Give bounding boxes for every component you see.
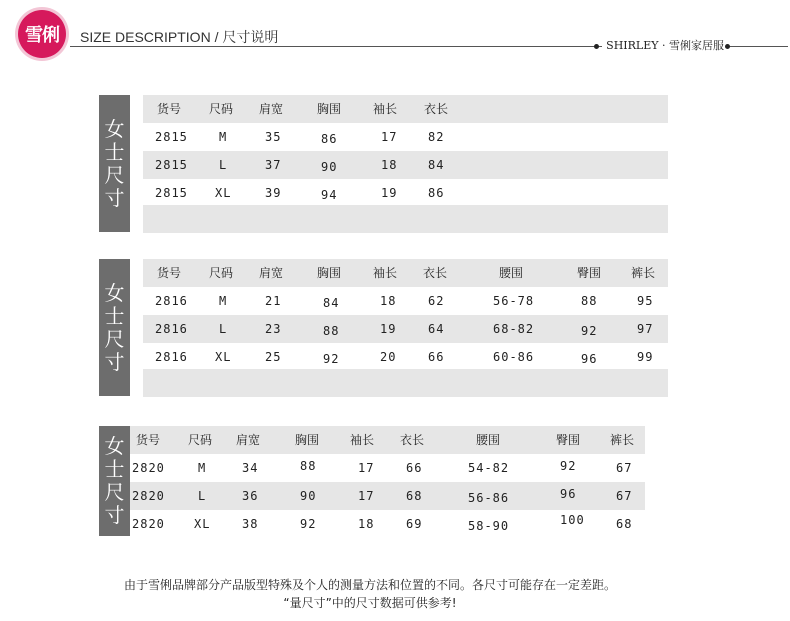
header-cell: 货号 bbox=[157, 266, 182, 280]
table-cell: 68-82 bbox=[493, 322, 535, 336]
table-cell: 38 bbox=[242, 517, 259, 531]
page-title: SIZE DESCRIPTION / 尺寸说明 bbox=[80, 29, 279, 45]
table-cell: 62 bbox=[428, 294, 445, 308]
table-row bbox=[143, 315, 668, 343]
header-cell: 货号 bbox=[157, 102, 182, 116]
table-cell: 88 bbox=[300, 459, 317, 473]
table-row bbox=[143, 123, 668, 151]
table-cell: 2820 bbox=[132, 489, 165, 503]
header-cell: 胸围 bbox=[317, 266, 342, 280]
table-header-row bbox=[143, 95, 668, 123]
table-cell: 2820 bbox=[132, 517, 165, 531]
table-row bbox=[143, 179, 668, 207]
footer-reference-note: “量尺寸”中的尺寸数据可供参考! bbox=[283, 596, 457, 610]
table-3-side-label bbox=[99, 426, 130, 536]
side-char: 女 bbox=[104, 116, 125, 141]
side-char: 士 bbox=[104, 457, 125, 481]
table-cell: 90 bbox=[321, 160, 338, 174]
header-cell: 臀围 bbox=[577, 266, 602, 280]
header-cell: 肩宽 bbox=[236, 433, 261, 447]
table-cell: 23 bbox=[265, 322, 282, 336]
table-cell: 36 bbox=[242, 489, 259, 503]
table-cell: 2816 bbox=[155, 322, 188, 336]
table-2-side-label bbox=[99, 259, 130, 396]
logo-text: 雪俐 bbox=[25, 25, 59, 46]
side-char: 寸 bbox=[104, 503, 125, 527]
table-cell: 21 bbox=[265, 294, 282, 308]
header-cell: 袖长 bbox=[350, 433, 375, 447]
table-cell: 92 bbox=[323, 352, 340, 366]
side-char: 女 bbox=[104, 280, 125, 305]
side-char: 寸 bbox=[104, 185, 125, 210]
header-cell: 尺码 bbox=[188, 433, 213, 447]
table-cell: 54-82 bbox=[468, 461, 510, 475]
table-cell: 92 bbox=[560, 459, 577, 473]
table-cell: 99 bbox=[637, 350, 654, 364]
table-cell: 56-78 bbox=[493, 294, 535, 308]
footer-note: 由于雪俐品牌部分产品版型特殊及个人的测量方法和位置的不同。各尺寸可能存在一定差距。 bbox=[123, 578, 616, 592]
table-row bbox=[130, 454, 645, 482]
brand-dot-left bbox=[594, 44, 599, 49]
brand-dot-right bbox=[725, 44, 730, 49]
table-cell: 35 bbox=[265, 130, 282, 144]
table-cell: 58-90 bbox=[468, 519, 510, 533]
table-cell: M bbox=[219, 130, 228, 144]
side-char: 尺 bbox=[104, 162, 125, 187]
table-cell: 84 bbox=[323, 296, 340, 310]
side-char: 女 bbox=[104, 434, 125, 458]
table-empty-row bbox=[143, 369, 668, 397]
header-cell: 腰围 bbox=[499, 266, 524, 280]
table-cell: 18 bbox=[381, 158, 398, 172]
table-cell: 34 bbox=[242, 461, 259, 475]
table-cell: 25 bbox=[265, 350, 282, 364]
table-cell: 82 bbox=[428, 130, 445, 144]
table-cell: L bbox=[219, 158, 228, 172]
table-cell: 67 bbox=[616, 461, 633, 475]
header-cell: 腰围 bbox=[476, 433, 501, 447]
table-cell: XL bbox=[215, 186, 232, 200]
table-row bbox=[143, 287, 668, 315]
table-cell: 84 bbox=[428, 158, 445, 172]
table-cell: 64 bbox=[428, 322, 445, 336]
side-char: 士 bbox=[104, 303, 125, 328]
table-cell: 17 bbox=[358, 489, 375, 503]
table-cell: 18 bbox=[358, 517, 375, 531]
header-cell: 袖长 bbox=[373, 102, 398, 116]
header-cell: 肩宽 bbox=[259, 102, 284, 116]
side-char: 士 bbox=[104, 139, 125, 164]
table-cell: 67 bbox=[616, 489, 633, 503]
table-cell: 19 bbox=[381, 186, 398, 200]
table-cell: 68 bbox=[406, 489, 423, 503]
table-cell: 17 bbox=[358, 461, 375, 475]
table-cell: 92 bbox=[300, 517, 317, 531]
table-cell: 66 bbox=[428, 350, 445, 364]
table-cell: 90 bbox=[300, 489, 317, 503]
table-row bbox=[143, 151, 668, 179]
header-cell: 胸围 bbox=[317, 102, 342, 116]
table-cell: L bbox=[219, 322, 228, 336]
table-cell: 86 bbox=[428, 186, 445, 200]
table-cell: 18 bbox=[380, 294, 397, 308]
table-cell: M bbox=[219, 294, 228, 308]
side-char: 尺 bbox=[104, 326, 125, 351]
header-cell: 衣长 bbox=[424, 102, 449, 116]
header-cell: 衣长 bbox=[400, 433, 425, 447]
table-cell: 2816 bbox=[155, 350, 188, 364]
header-cell: 衣长 bbox=[423, 266, 448, 280]
table-cell: 97 bbox=[637, 322, 654, 336]
table-row bbox=[143, 343, 668, 371]
table-cell: 37 bbox=[265, 158, 282, 172]
header-cell: 裤长 bbox=[610, 433, 635, 447]
table-cell: 86 bbox=[321, 132, 338, 146]
table-cell: 2815 bbox=[155, 186, 188, 200]
table-cell: 2820 bbox=[132, 461, 165, 475]
table-cell: 19 bbox=[380, 322, 397, 336]
table-cell: 96 bbox=[560, 487, 577, 501]
table-cell: 100 bbox=[560, 513, 585, 527]
table-cell: 56-86 bbox=[468, 491, 510, 505]
table-header-row bbox=[130, 426, 645, 454]
table-1-side-label bbox=[99, 95, 130, 232]
table-cell: L bbox=[198, 489, 207, 503]
table-cell: 2816 bbox=[155, 294, 188, 308]
side-char: 寸 bbox=[104, 349, 125, 374]
brand-logo bbox=[18, 10, 66, 58]
table-cell: 39 bbox=[265, 186, 282, 200]
table-cell: 20 bbox=[380, 350, 397, 364]
table-cell: 88 bbox=[323, 324, 340, 338]
table-cell: 92 bbox=[581, 324, 598, 338]
table-cell: 60-86 bbox=[493, 350, 535, 364]
header-cell: 肩宽 bbox=[259, 266, 284, 280]
side-char: 尺 bbox=[104, 480, 125, 504]
table-cell: 68 bbox=[616, 517, 633, 531]
table-cell: 2815 bbox=[155, 130, 188, 144]
table-cell: 2815 bbox=[155, 158, 188, 172]
header-cell: 货号 bbox=[136, 433, 161, 447]
table-empty-row bbox=[143, 205, 668, 233]
table-header-row bbox=[143, 259, 668, 287]
table-cell: 88 bbox=[581, 294, 598, 308]
table-cell: 95 bbox=[637, 294, 654, 308]
table-cell: 69 bbox=[406, 517, 423, 531]
table-cell: 17 bbox=[381, 130, 398, 144]
table-row bbox=[130, 510, 645, 538]
header-cell: 臀围 bbox=[556, 433, 581, 447]
table-cell: M bbox=[198, 461, 207, 475]
header-cell: 尺码 bbox=[209, 266, 234, 280]
table-cell: XL bbox=[215, 350, 232, 364]
brand-name: SHIRLEY · 雪俐家居服 bbox=[602, 37, 728, 53]
header-cell: 裤长 bbox=[631, 266, 656, 280]
table-cell: 96 bbox=[581, 352, 598, 366]
table-cell: XL bbox=[194, 517, 211, 531]
header-cell: 胸围 bbox=[295, 433, 320, 447]
table-cell: 94 bbox=[321, 188, 338, 202]
header-cell: 袖长 bbox=[373, 266, 398, 280]
table-cell: 66 bbox=[406, 461, 423, 475]
header-cell: 尺码 bbox=[209, 102, 234, 116]
